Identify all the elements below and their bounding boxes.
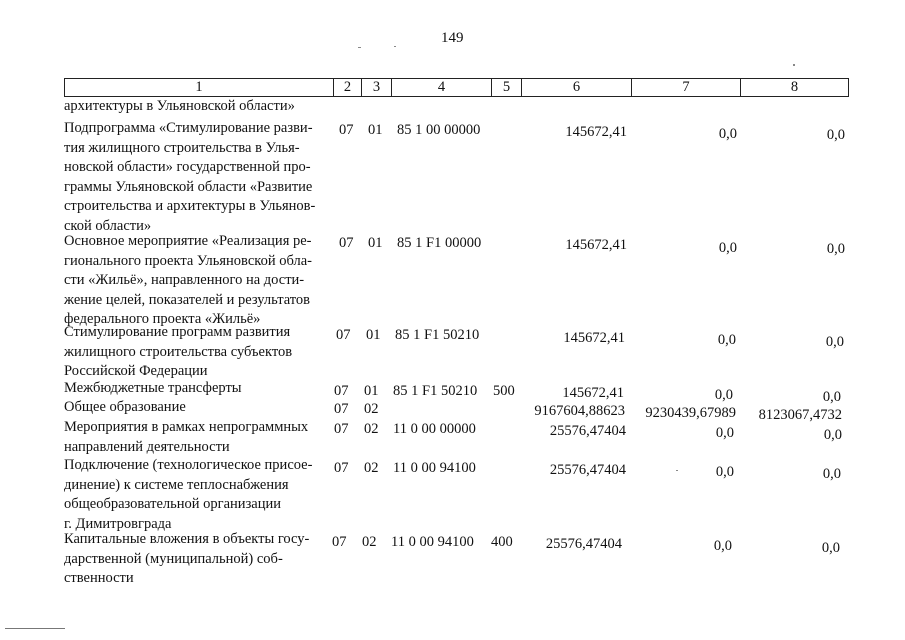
row-description (64, 398, 326, 418)
scan-speck (394, 46, 396, 47)
cell-sum-7: 0,0 (713, 538, 732, 554)
row-description (64, 456, 326, 534)
cell-sum-6: 25576,47404 (549, 423, 626, 439)
cell-sum-6: 25576,47404 (549, 462, 626, 478)
page-number: 149 (441, 30, 464, 46)
header-cell-1: 1 (64, 78, 334, 97)
cell-target-code: 11 0 00 00000 (393, 421, 476, 437)
description-line: сти «Жильё», направленного на дости- (64, 272, 305, 288)
cell-sum-8: 0,0 (822, 389, 841, 405)
cell-section: 07 (334, 401, 349, 417)
description-line: Мероприятия в рамках непрограммных (64, 419, 309, 435)
cell-subsection: 01 (368, 122, 383, 138)
header-cell-2: 2 (333, 78, 362, 97)
cell-target-code: 85 1 F1 50210 (395, 327, 480, 343)
cell-sum-6: 145672,41 (565, 237, 627, 253)
cell-subsection: 02 (364, 401, 379, 417)
description-line: Подключение (технологическое присое- (64, 457, 313, 473)
cell-sum-7: 0,0 (714, 387, 733, 403)
cell-section: 07 (339, 235, 354, 251)
description-line: архитектуры в Ульяновской области» (64, 98, 295, 114)
description-line: ской области» (64, 217, 152, 234)
row-description (64, 119, 326, 236)
cell-section: 07 (336, 327, 351, 343)
scan-speck (358, 47, 361, 48)
cell-target-code: 11 0 00 94100 (391, 534, 474, 550)
description-line: жилищного строительства субъектов (64, 343, 293, 360)
cell-sum-7: 0,0 (718, 126, 737, 142)
description-line: Капитальные вложения в объекты госу- (64, 531, 310, 547)
cell-sum-6: 145672,41 (565, 124, 627, 140)
cell-sum-7: 0,0 (715, 425, 734, 441)
row-description (64, 379, 326, 399)
description-line: жение целей, показателей и результатов (64, 291, 311, 308)
row-description (64, 530, 326, 589)
cell-target-code: 85 1 F1 00000 (397, 235, 482, 251)
description-line: Стимулирование программ развития (64, 324, 291, 340)
cell-sum-7: 9230439,67989 (645, 405, 736, 421)
cell-sum-6: 25576,47404 (545, 536, 622, 552)
header-cell-5: 5 (491, 78, 522, 97)
description-line: направлений деятельности (64, 438, 230, 455)
description-line: общеобразовательной организации (64, 496, 282, 512)
cell-section: 07 (339, 122, 354, 138)
header-cell-8: 8 (740, 78, 849, 97)
cell-sum-8: 0,0 (826, 127, 845, 143)
cell-expense-type: 400 (491, 534, 513, 550)
cell-section: 07 (332, 534, 347, 550)
row-description (64, 97, 326, 117)
cell-section: 07 (334, 460, 349, 476)
description-line: новской области» государственной про- (64, 159, 311, 175)
cell-target-code: 11 0 00 94100 (393, 460, 476, 476)
scan-speck (793, 64, 795, 66)
cell-target-code: 85 1 00 00000 (397, 122, 481, 138)
header-cell-6: 6 (521, 78, 632, 97)
cell-subsection: 01 (366, 327, 381, 343)
header-cell-3: 3 (361, 78, 392, 97)
description-line: Общее образование (64, 399, 186, 415)
cell-section: 07 (334, 383, 349, 399)
description-line: ственности (64, 570, 134, 586)
cell-sum-6: 9167604,88623 (534, 403, 625, 419)
description-line: динение) к системе теплоснабжения (64, 476, 289, 493)
row-description (64, 323, 326, 382)
cell-expense-type: 500 (493, 383, 515, 399)
header-cell-4: 4 (391, 78, 492, 97)
cell-subsection: 01 (368, 235, 383, 251)
cell-subsection: 01 (364, 383, 379, 399)
description-line: дарственной (муниципальной) соб- (64, 550, 283, 567)
cell-sum-6: 145672,41 (562, 385, 624, 401)
cell-sum-8: 0,0 (821, 540, 840, 556)
cell-section: 07 (334, 421, 349, 437)
scan-speck (676, 470, 678, 471)
cell-sum-7: 0,0 (717, 332, 736, 348)
description-line: Межбюджетные трансферты (64, 380, 242, 396)
header-cell-7: 7 (631, 78, 741, 97)
cell-sum-8: 0,0 (825, 334, 844, 350)
cell-sum-7: 0,0 (715, 464, 734, 480)
row-description (64, 232, 326, 330)
cell-sum-8: 0,0 (823, 427, 842, 443)
description-line: гионального проекта Ульяновской обла- (64, 252, 312, 269)
description-line: Подпрограмма «Стимулирование разви- (64, 120, 313, 136)
cell-target-code: 85 1 F1 50210 (393, 383, 478, 399)
description-line: Основное мероприятие «Реализация ре- (64, 233, 312, 249)
cell-sum-7: 0,0 (718, 240, 737, 256)
description-line: строительства и архитектуры в Ульянов- (64, 198, 316, 214)
cell-subsection: 02 (364, 460, 379, 476)
cell-subsection: 02 (362, 534, 377, 550)
cell-sum-8: 8123067,4732 (758, 407, 842, 423)
cell-sum-6: 145672,41 (563, 330, 625, 346)
scan-edge-mark (5, 628, 65, 629)
row-description (64, 418, 326, 457)
description-line: г. Димитровграда (64, 515, 172, 532)
description-line: Российской Федерации (64, 363, 208, 379)
cell-sum-8: 0,0 (826, 241, 845, 257)
description-line: граммы Ульяновской области «Развитие (64, 178, 313, 195)
description-line: федерального проекта «Жильё» (64, 311, 261, 327)
cell-subsection: 02 (364, 421, 379, 437)
cell-sum-8: 0,0 (822, 466, 841, 482)
description-line: тия жилищного строительства в Улья- (64, 139, 300, 156)
